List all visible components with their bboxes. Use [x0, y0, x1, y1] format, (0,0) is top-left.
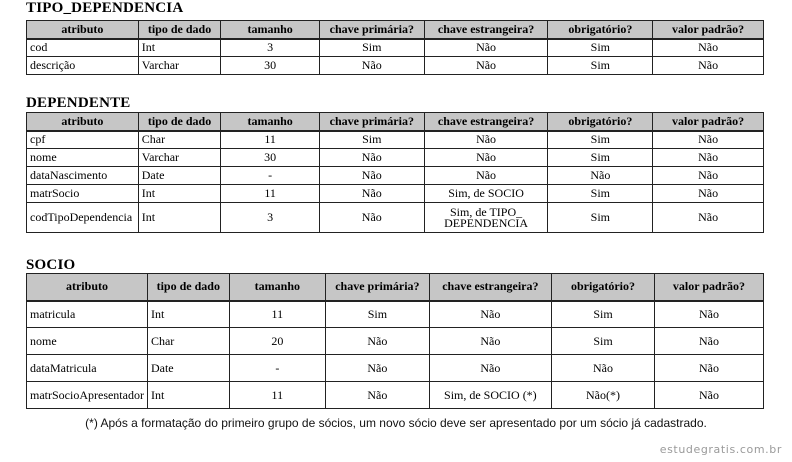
- cell-attribute: descrição: [27, 57, 139, 75]
- column-header-attribute: atributo: [27, 274, 148, 301]
- cell-attribute: nome: [27, 328, 148, 355]
- column-header-foreign-key: chave estrangeira?: [424, 21, 548, 39]
- cell-size: 11: [229, 301, 326, 328]
- cell-required: Sim: [548, 149, 653, 167]
- table-row: [27, 39, 764, 57]
- cell-foreign-key: Não: [424, 57, 548, 75]
- cell-primary-key: Não: [326, 355, 430, 382]
- cell-foreign-key: Não: [429, 355, 551, 382]
- table-row: [27, 131, 764, 149]
- cell-required: Não: [552, 355, 655, 382]
- cell-data-type: Date: [138, 167, 221, 185]
- cell-data-type: Char: [138, 131, 221, 149]
- cell-primary-key: Sim: [319, 131, 424, 149]
- table-row: [27, 149, 764, 167]
- column-header-primary-key: chave primária?: [319, 21, 424, 39]
- cell-primary-key: Não: [319, 167, 424, 185]
- column-header-primary-key: chave primária?: [326, 274, 430, 301]
- cell-size: 11: [221, 131, 320, 149]
- column-header-data-type: tipo de dado: [138, 113, 221, 131]
- cell-attribute: nome: [27, 149, 139, 167]
- dependente-table: [26, 112, 764, 233]
- cell-default-value: Não: [653, 131, 764, 149]
- cell-primary-key: Não: [319, 185, 424, 203]
- cell-required: Sim: [548, 131, 653, 149]
- table-row: [27, 57, 764, 75]
- column-header-required: obrigatório?: [548, 113, 653, 131]
- header-row: [27, 274, 764, 301]
- cell-attribute: matricula: [27, 301, 148, 328]
- cell-size: -: [229, 355, 326, 382]
- column-header-default-value: valor padrão?: [653, 113, 764, 131]
- cell-default-value: Não: [654, 301, 763, 328]
- cell-size: -: [221, 167, 320, 185]
- cell-foreign-key: Sim, de SOCIO: [424, 185, 548, 203]
- cell-data-type: Varchar: [138, 57, 221, 75]
- cell-data-type: Int: [138, 185, 221, 203]
- column-header-size: tamanho: [229, 274, 326, 301]
- watermark: estudegratis.com.br: [659, 443, 782, 456]
- cell-foreign-key: Não: [429, 301, 551, 328]
- cell-primary-key: Sim: [319, 39, 424, 57]
- cell-default-value: Não: [654, 328, 763, 355]
- cell-attribute: cpf: [27, 131, 139, 149]
- cell-data-type: Char: [147, 328, 229, 355]
- cell-attribute: dataMatricula: [27, 355, 148, 382]
- cell-required: Sim: [548, 39, 653, 57]
- cell-primary-key: Não: [319, 57, 424, 75]
- cell-foreign-key: Não: [429, 328, 551, 355]
- table-row: [27, 167, 764, 185]
- column-header-primary-key: chave primária?: [319, 113, 424, 131]
- cell-attribute: codTipoDependencia: [27, 203, 139, 233]
- cell-primary-key: Não: [319, 149, 424, 167]
- cell-attribute: dataNascimento: [27, 167, 139, 185]
- column-header-attribute: atributo: [27, 21, 139, 39]
- header-row: [27, 21, 764, 39]
- column-header-default-value: valor padrão?: [654, 274, 763, 301]
- cell-attribute: matrSocio: [27, 185, 139, 203]
- cell-foreign-key: Sim, de TIPO_ DEPENDENCIA: [424, 203, 548, 233]
- cell-primary-key: Não: [319, 203, 424, 233]
- cell-default-value: Não: [653, 57, 764, 75]
- cell-size: 20: [229, 328, 326, 355]
- cell-size: 30: [221, 149, 320, 167]
- column-header-size: tamanho: [221, 21, 320, 39]
- cell-data-type: Int: [147, 382, 229, 409]
- table-title-socio: SOCIO: [26, 257, 76, 273]
- footnote: (*) Após a formatação do primeiro grupo de sócios, um novo sócio deve ser apresentado por um sócio já cadastrado.: [85, 416, 707, 430]
- cell-default-value: Não: [654, 382, 763, 409]
- table-row: [27, 328, 764, 355]
- column-header-data-type: tipo de dado: [138, 21, 221, 39]
- cell-required: Sim: [548, 185, 653, 203]
- column-header-data-type: tipo de dado: [147, 274, 229, 301]
- column-header-foreign-key: chave estrangeira?: [429, 274, 551, 301]
- table-row: [27, 301, 764, 328]
- table-row: [27, 203, 764, 233]
- column-header-required: obrigatório?: [548, 21, 653, 39]
- cell-default-value: Não: [654, 355, 763, 382]
- column-header-size: tamanho: [221, 113, 320, 131]
- table-row: [27, 355, 764, 382]
- cell-primary-key: Não: [326, 382, 430, 409]
- cell-data-type: Int: [138, 203, 221, 233]
- cell-foreign-key: Não: [424, 39, 548, 57]
- cell-primary-key: Não: [326, 328, 430, 355]
- cell-foreign-key: Sim, de SOCIO (*): [429, 382, 551, 409]
- cell-data-type: Varchar: [138, 149, 221, 167]
- header-row: [27, 113, 764, 131]
- cell-size: 11: [221, 185, 320, 203]
- cell-data-type: Date: [147, 355, 229, 382]
- socio-table: [26, 273, 764, 409]
- cell-size: 11: [229, 382, 326, 409]
- cell-required: Não(*): [552, 382, 655, 409]
- cell-default-value: Não: [653, 149, 764, 167]
- cell-default-value: Não: [653, 167, 764, 185]
- cell-required: Sim: [548, 203, 653, 233]
- column-header-default-value: valor padrão?: [653, 21, 764, 39]
- cell-default-value: Não: [653, 39, 764, 57]
- cell-primary-key: Sim: [326, 301, 430, 328]
- cell-size: 30: [221, 57, 320, 75]
- cell-data-type: Int: [147, 301, 229, 328]
- cell-default-value: Não: [653, 185, 764, 203]
- cell-default-value: Não: [653, 203, 764, 233]
- cell-required: Sim: [548, 57, 653, 75]
- tipo-dependencia-table: [26, 20, 764, 75]
- cell-required: Sim: [552, 301, 655, 328]
- cell-attribute: cod: [27, 39, 139, 57]
- cell-required: Sim: [552, 328, 655, 355]
- cell-size: 3: [221, 203, 320, 233]
- cell-attribute: matrSocioApresentador: [27, 382, 148, 409]
- table-row: [27, 185, 764, 203]
- cell-foreign-key: Não: [424, 149, 548, 167]
- cell-required: Não: [548, 167, 653, 185]
- column-header-attribute: atributo: [27, 113, 139, 131]
- cell-foreign-key: Não: [424, 167, 548, 185]
- cell-size: 3: [221, 39, 320, 57]
- table-row: [27, 382, 764, 409]
- cell-data-type: Int: [138, 39, 221, 57]
- cell-foreign-key: Não: [424, 131, 548, 149]
- column-header-foreign-key: chave estrangeira?: [424, 113, 548, 131]
- column-header-required: obrigatório?: [552, 274, 655, 301]
- table-title-tipo-dependencia: TIPO_DEPENDENCIA: [26, 0, 184, 16]
- table-title-dependente: DEPENDENTE: [26, 95, 131, 111]
